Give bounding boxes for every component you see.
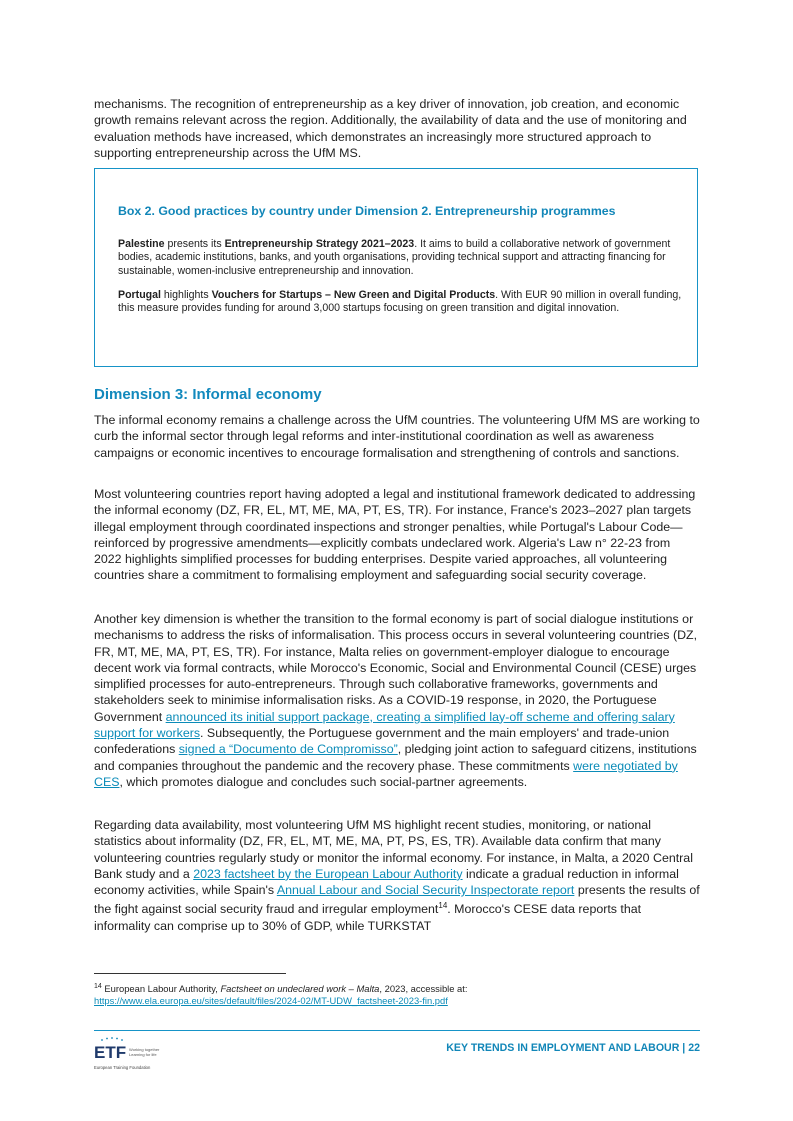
svg-text:European Training Foundation: European Training Foundation xyxy=(94,1065,151,1070)
svg-text:Learning for life: Learning for life xyxy=(129,1052,157,1057)
box-title: Box 2. Good practices by country under Dimension 2. Entrepreneurship programmes xyxy=(118,204,616,218)
box-item-palestine: Palestine presents its Entrepreneurship Strategy 2021–2023. It aims to build a collaborative network of government bodies, academic institutions, banks, and youth organisations, providing technical support and attracting financing for sustainable, women-inclusive entrepreneurship and innovation. xyxy=(118,238,671,277)
link-documento-compromisso[interactable]: signed a “Documento de Compromisso” xyxy=(178,742,398,757)
footnote-ref[interactable]: 14 xyxy=(438,901,448,911)
footnote: $^{14}$ European Labour Authority, Factsheet on undeclared work – Malta, 2023, accessible at: https://www.ela.europa.eu/sites/default/files/2024-02/MT-UDW_factsheet-2023-fin.pdf xyxy=(94,983,468,1007)
svg-text:Working together: Working together xyxy=(129,1047,160,1052)
footnote-number: 14 xyxy=(94,983,102,990)
paragraph-informal-3: Another key dimension is whether the transition to the formal economy is part of social dialogue institutions or mechanisms to address the risks of informalisation. This process occurs in several volunteering countries (DZ, FR, MT, ME, MA, PT, ES, TR). For instance, Malta relies on government-employer dialogue to encourage decent work via formal contracts, while Morocco's Economic, Social and Environmental Council (CESE) urges simplified processes for auto-entrepreneurs. Through such collaborative frameworks, governments and stakeholders seek to minimise informalisation risks. As a COVID-19 response, in 2020, the Portuguese Government announced its initial support package, creating a simplified lay-off scheme and offering salary support for workers. Subsequently, the Portuguese government and the main employers' and trade-union confederations signed a “Documento de Compromisso”, pledging joint action to safeguard citizens, institutions and companies throughout the pandemic and the recovery phase. These commitments were negotiated by CES, which promotes dialogue and concludes such social-partner agreements. xyxy=(94,612,698,789)
box-item-programme: Entrepreneurship Strategy 2021–2023 xyxy=(224,238,415,250)
svg-text:ETF: ETF xyxy=(94,1043,127,1062)
link-inspectorate-report[interactable]: Annual Labour and Social Security Inspectorate report xyxy=(276,883,575,898)
footer-page-label: KEY TRENDS IN EMPLOYMENT AND LABOUR | 22 xyxy=(446,1042,700,1054)
paragraph-informal-2: Most volunteering countries report having adopted a legal and institutional framework dedicated to addressing the informal economy (DZ, FR, EL, MT, ME, MA, PT, ES, TR). For instance, France's 2023–2027 plan targets illegal employment through coordinated inspections and stronger penalties, while Portugal's Labour Code—reinforced by progressive amendments—explicitly combats undeclared work. Algeria's Law n° 22-23 from 2022 highlights simplified processes for budding enterprises. Despite varied approaches, all volunteering countries share a commitment to formalising employment and safeguarding social security coverage. xyxy=(94,487,696,583)
section-heading: Dimension 3: Informal economy xyxy=(94,386,322,403)
link-ela-factsheet[interactable]: 2023 factsheet by the European Labour Authority xyxy=(193,866,463,881)
good-practices-box xyxy=(94,168,698,367)
box-item-country: Portugal xyxy=(118,289,161,301)
etf-logo xyxy=(94,1036,164,1072)
etf-logo-icon xyxy=(94,1036,164,1072)
footnote-link[interactable]: https://www.ela.europa.eu/sites/default/files/2024-02/MT-UDW_factsheet-2023-fin.pdf xyxy=(94,995,448,1007)
link-negotiated-by-ces[interactable]: were negotiated by CES xyxy=(94,758,678,789)
box-item-country: Palestine xyxy=(118,238,165,250)
intro-paragraph: mechanisms. The recognition of entrepreneurship as a key driver of innovation, job creation, and economic growth remains relevant across the region. Additionally, the availability of data and the use of monitoring and evaluation methods have increased, which demonstrates an increasingly more structured approach to supporting entrepreneurship across the UfM MS. xyxy=(94,97,687,160)
paragraph-informal-4: Regarding data availability, most volunteering UfM MS highlight recent studies, monitoring, or national statistics about informality (DZ, FR, EL, MT, ME, MA, PT, PS, ES, TR). Available data confirm that many volunteering countries regularly study or monitor the informal economy. For instance, in Malta, a 2020 Central Bank study and a 2023 factsheet by the European Labour Authority indicate a gradual reduction in informal economy activities, while Spain's Annual Labour and Social Security Inspectorate report presents the results of the fight against social security fraud and irregular employment$^{14}$. Morocco's CESE data reports that informality can comprise up to 30% of GDP, while TURKSTAT xyxy=(94,818,700,933)
paragraph-informal-1: The informal economy remains a challenge across the UfM countries. The volunteering UfM MS are working to curb the informal sector through legal reforms and inter-institutional coordination as well as awareness campaigns or economic incentives to encourage formalisation and strengthening of controls and sanctions. xyxy=(94,413,700,460)
footer-divider xyxy=(94,1030,700,1031)
footnote-divider xyxy=(94,973,286,974)
box-item-portugal: Portugal highlights Vouchers for Startups – New Green and Digital Products. With EUR 90 million in overall funding, this measure provides funding for around 3,000 startups focusing on green transition and digital innovation. xyxy=(118,289,682,315)
link-support-package[interactable]: announced its initial support package, creating a simplified lay-off scheme and offering salary support for workers xyxy=(94,709,675,741)
box-item-programme: Vouchers for Startups – New Green and Digital Products xyxy=(211,289,496,301)
